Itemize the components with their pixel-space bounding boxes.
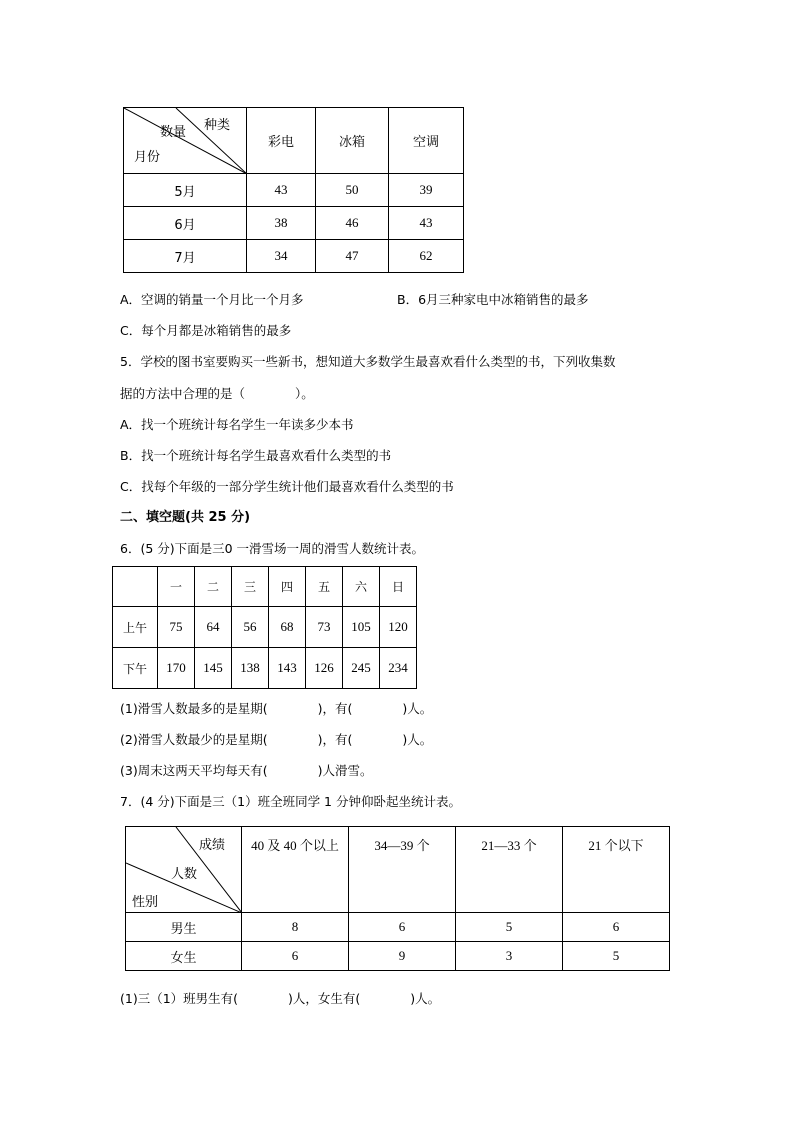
table-row bbox=[124, 240, 464, 273]
day-header: 三 bbox=[232, 567, 269, 607]
cell: 68 bbox=[269, 607, 306, 648]
row-label: 5月 bbox=[124, 174, 247, 207]
header-count: 人数 bbox=[171, 867, 198, 882]
col-ac: 空调 bbox=[389, 108, 464, 174]
row-label: 6月 bbox=[124, 207, 247, 240]
table-row bbox=[126, 913, 670, 942]
table-row bbox=[113, 648, 417, 689]
row-label: 7月 bbox=[124, 240, 247, 273]
cell: 8 bbox=[242, 913, 349, 942]
header-score: 成绩 bbox=[199, 838, 226, 853]
q6-sub3: (3)周末这两天平均每天有( )人滑雪。 bbox=[120, 763, 373, 778]
q6-sub2: (2)滑雪人数最少的是星期( )，有( )人。 bbox=[120, 732, 433, 747]
cell: 143 bbox=[269, 648, 306, 689]
col-header: 40 及 40 个以上 bbox=[242, 827, 349, 913]
q4-option-c: C．每个月都是冰箱销售的最多 bbox=[120, 323, 292, 338]
table-row bbox=[124, 207, 464, 240]
q7-title: 7．(4 分)下面是三（1）班全班同学 1 分钟仰卧起坐统计表。 bbox=[120, 794, 461, 809]
cell: 46 bbox=[316, 207, 389, 240]
row-label: 男生 bbox=[126, 913, 242, 942]
day-header: 五 bbox=[306, 567, 343, 607]
cell: 64 bbox=[195, 607, 232, 648]
table-row bbox=[126, 942, 670, 971]
q6-sub1: (1)滑雪人数最多的是星期( )，有( )人。 bbox=[120, 701, 433, 716]
sales-table bbox=[123, 107, 464, 273]
q5-option-b: B．找一个班统计每名学生最喜欢看什么类型的书 bbox=[120, 448, 392, 463]
cell: 38 bbox=[247, 207, 316, 240]
situp-table bbox=[125, 826, 670, 971]
table-row bbox=[124, 174, 464, 207]
day-header: 日 bbox=[380, 567, 417, 607]
header-month: 月份 bbox=[134, 150, 161, 165]
cell: 126 bbox=[306, 648, 343, 689]
header-type: 种类 bbox=[204, 118, 231, 133]
cell: 6 bbox=[349, 913, 456, 942]
cell: 138 bbox=[232, 648, 269, 689]
cell: 34 bbox=[247, 240, 316, 273]
row-label: 下午 bbox=[113, 648, 158, 689]
q5-option-c: C．找每个年级的一部分学生统计他们最喜欢看什么类型的书 bbox=[120, 479, 454, 494]
cell: 5 bbox=[456, 913, 563, 942]
col-tv: 彩电 bbox=[247, 108, 316, 174]
col-fridge: 冰箱 bbox=[316, 108, 389, 174]
q4-option-a: A．空调的销量一个月比一个月多 bbox=[120, 292, 304, 307]
q5-option-a: A．找一个班统计每名学生一年读多少本书 bbox=[120, 417, 354, 432]
cell: 56 bbox=[232, 607, 269, 648]
cell: 47 bbox=[316, 240, 389, 273]
cell: 3 bbox=[456, 942, 563, 971]
cell: 9 bbox=[349, 942, 456, 971]
day-header: 六 bbox=[343, 567, 380, 607]
ski-table bbox=[112, 566, 417, 689]
day-header: 一 bbox=[158, 567, 195, 607]
row-label: 上午 bbox=[113, 607, 158, 648]
day-header: 二 bbox=[195, 567, 232, 607]
cell: 245 bbox=[343, 648, 380, 689]
cell: 145 bbox=[195, 648, 232, 689]
cell: 170 bbox=[158, 648, 195, 689]
cell: 43 bbox=[389, 207, 464, 240]
q5-stem-line1: 5．学校的图书室要购买一些新书，想知道大多数学生最喜欢看什么类型的书，下列收集数 bbox=[120, 354, 616, 369]
cell: 62 bbox=[389, 240, 464, 273]
header-gender: 性别 bbox=[132, 895, 159, 910]
corner-cell bbox=[113, 567, 158, 607]
table-row bbox=[113, 607, 417, 648]
q4-option-b: B．6月三种家电中冰箱销售的最多 bbox=[397, 292, 589, 307]
diagonal-header-cell bbox=[126, 827, 242, 913]
section-heading: 二、填空题(共 25 分) bbox=[120, 510, 251, 525]
col-header: 21—33 个 bbox=[456, 827, 563, 913]
cell: 120 bbox=[380, 607, 417, 648]
row-label: 女生 bbox=[126, 942, 242, 971]
cell: 105 bbox=[343, 607, 380, 648]
diagonal-header-cell bbox=[124, 108, 247, 174]
cell: 43 bbox=[247, 174, 316, 207]
cell: 6 bbox=[563, 913, 670, 942]
cell: 6 bbox=[242, 942, 349, 971]
cell: 234 bbox=[380, 648, 417, 689]
header-quantity: 数量 bbox=[160, 125, 187, 140]
cell: 73 bbox=[306, 607, 343, 648]
cell: 39 bbox=[389, 174, 464, 207]
cell: 50 bbox=[316, 174, 389, 207]
q5-stem-line2: 据的方法中合理的是（ ）。 bbox=[120, 386, 314, 401]
q6-title: 6．(5 分)下面是三0 一滑雪场一周的滑雪人数统计表。 bbox=[120, 541, 425, 556]
day-header: 四 bbox=[269, 567, 306, 607]
col-header: 21 个以下 bbox=[563, 827, 670, 913]
cell: 5 bbox=[563, 942, 670, 971]
col-header: 34—39 个 bbox=[349, 827, 456, 913]
cell: 75 bbox=[158, 607, 195, 648]
q7-sub1: (1)三（1）班男生有( )人，女生有( )人。 bbox=[120, 991, 441, 1006]
